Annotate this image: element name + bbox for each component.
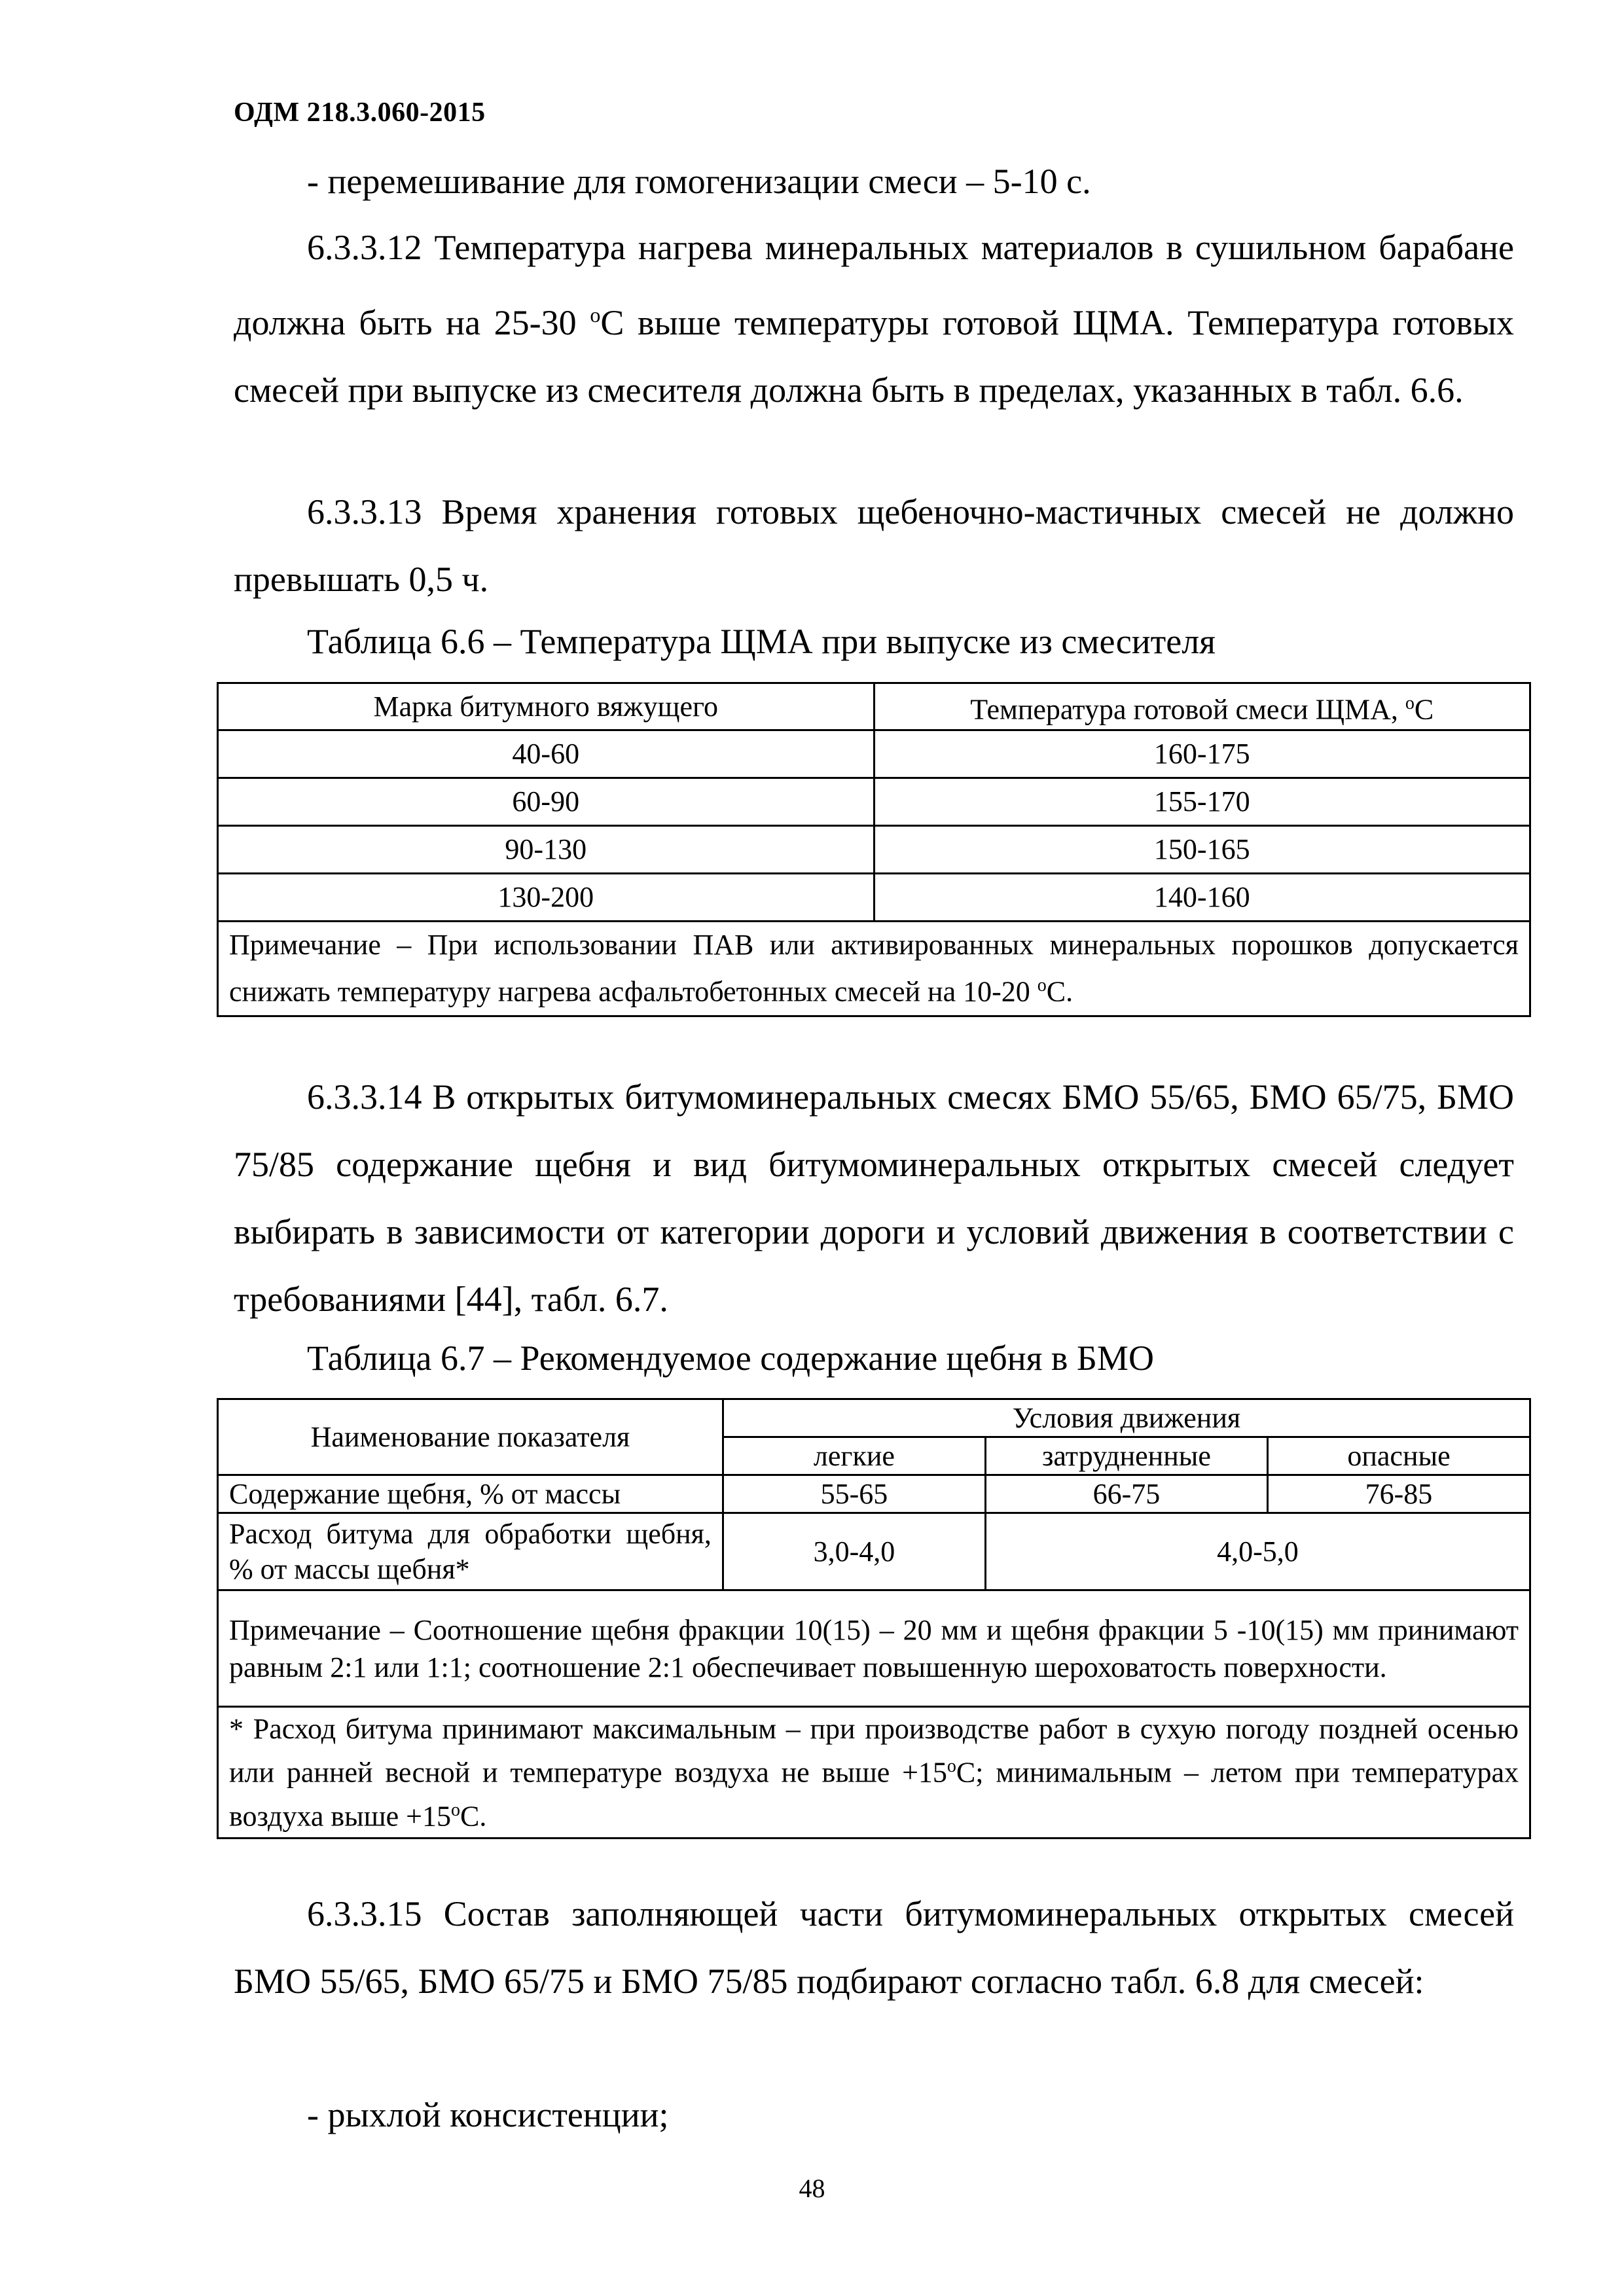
header-mix-temperature-text: Температура готовой смеси ЩМА,: [970, 693, 1405, 726]
binder-grade-cell: 40-60: [218, 730, 875, 778]
document-code-header: ОДМ 218.3.060-2015: [234, 98, 486, 128]
paragraph-6-3-3-12: [234, 214, 1514, 424]
note-text-end: С.: [1046, 975, 1074, 1008]
header-temperature-unit: С: [1414, 693, 1434, 726]
temperature-cell: 155-170: [874, 778, 1530, 826]
header-light: легкие: [723, 1437, 985, 1475]
table-row: [218, 1513, 1530, 1590]
table-header-row: [218, 683, 1530, 730]
binder-grade-cell: 90-130: [218, 826, 875, 874]
note-text: Примечание – При использовании ПАВ или активированных минеральных порошков допускается снижать температуру нагрева асфальтобетонных смесей на 10-20: [229, 929, 1519, 1008]
footnote-text: * Расход битума принимают максимальным – при производстве работ в сухую погоду поздней осенью или ранней весной и температуре воздуха не выше +15: [229, 1713, 1519, 1789]
table-6-7-caption: Таблица 6.7 – Рекомендуемое содержание щебня в БМО: [307, 1338, 1154, 1378]
binder-grade-cell: 60-90: [218, 778, 875, 826]
header-traffic-conditions: Условия движения: [723, 1399, 1530, 1437]
paragraph-6-3-3-12-text-cont: С выше температуры готовой ЩМА. Температура готовых смесей при выпуске из смесителя должна быть в пределах, указанных в табл. 6.6.: [234, 303, 1514, 410]
table-6-6-caption: Таблица 6.6 – Температура ЩМА при выпуске из смесителя: [307, 622, 1216, 661]
temperature-cell: 150-165: [874, 826, 1530, 874]
table-6-7-footnote: [218, 1707, 1530, 1839]
footnote-text-cont: С; минимальным – летом при температурах воздуха выше +15: [229, 1756, 1519, 1833]
header-dangerous: опасные: [1267, 1437, 1530, 1475]
indicator-name-cell: Расход битума для обработки щебня, % от массы щебня*: [218, 1513, 723, 1590]
indicator-name-cell: Содержание щебня, % от массы: [218, 1475, 723, 1513]
table-header-row: [218, 1399, 1530, 1437]
header-difficult: затрудненные: [985, 1437, 1267, 1475]
table-note-row: [218, 922, 1530, 1016]
paragraph-mixing: - перемешивание для гомогенизации смеси – 5-10 с.: [307, 162, 1091, 201]
footnote-text-end: С.: [460, 1800, 487, 1833]
degree-sign: о: [590, 303, 601, 327]
table-6-6-note: [218, 922, 1530, 1016]
degree-sign: о: [1405, 692, 1415, 713]
table-6-6: [217, 682, 1531, 1017]
degree-sign: о: [450, 1799, 460, 1820]
table-6-7-note: Примечание – Соотношение щебня фракции 10(15) – 20 мм и щебня фракции 5 -10(15) мм принимают равным 2:1 или 1:1; соотношение 2:1 обеспечивает повышенную шероховатость поверхности.: [218, 1590, 1530, 1707]
degree-sign: о: [947, 1756, 956, 1776]
table-row: [218, 874, 1530, 922]
value-cell: 55-65: [723, 1475, 985, 1513]
binder-grade-cell: 130-200: [218, 874, 875, 922]
table-note-row: [218, 1590, 1530, 1707]
header-mix-temperature: [874, 683, 1530, 730]
table-row: [218, 778, 1530, 826]
temperature-cell: 160-175: [874, 730, 1530, 778]
page-number: 48: [799, 2174, 825, 2203]
paragraph-6-3-3-15: 6.3.3.15 Состав заполняющей части битумоминеральных открытых смесей БМО 55/65, БМО 65/75 и БМО 75/85 подбирают согласно табл. 6.8 для смесей:: [234, 1894, 1514, 2001]
value-cell: 66-75: [985, 1475, 1267, 1513]
table-row: [218, 826, 1530, 874]
table-footnote-row: [218, 1707, 1530, 1839]
paragraph-6-3-3-14: 6.3.3.14 В открытых битумоминеральных смесях БМО 55/65, БМО 65/75, БМО 75/85 содержание щебня и вид битумоминеральных открытых смесей следует выбирать в зависимости от категории дороги и условий движения в соответствии с требованиями [44], табл. 6.7.: [234, 1077, 1514, 1319]
paragraph-6-3-3-13: 6.3.3.13 Время хранения готовых щебеночно-мастичных смесей не должно превышать 0,5 ч.: [234, 492, 1514, 599]
value-cell: 3,0-4,0: [723, 1513, 985, 1590]
table-row: [218, 730, 1530, 778]
degree-sign: о: [1037, 975, 1047, 996]
table-6-7: [217, 1398, 1531, 1839]
table-row: [218, 1475, 1530, 1513]
header-indicator-name: Наименование показателя: [218, 1399, 723, 1475]
value-cell: 76-85: [1267, 1475, 1530, 1513]
temperature-cell: 140-160: [874, 874, 1530, 922]
value-cell-merged: 4,0-5,0: [985, 1513, 1530, 1590]
paragraph-6-3-3-12-text: 6.3.3.12 Температура нагрева минеральных материалов в сушильном барабане должна быть на 25-30: [234, 228, 1514, 342]
header-binder-grade: Марка битумного вяжущего: [218, 683, 875, 730]
paragraph-loose-consistency: - рыхлой консистенции;: [307, 2095, 669, 2134]
